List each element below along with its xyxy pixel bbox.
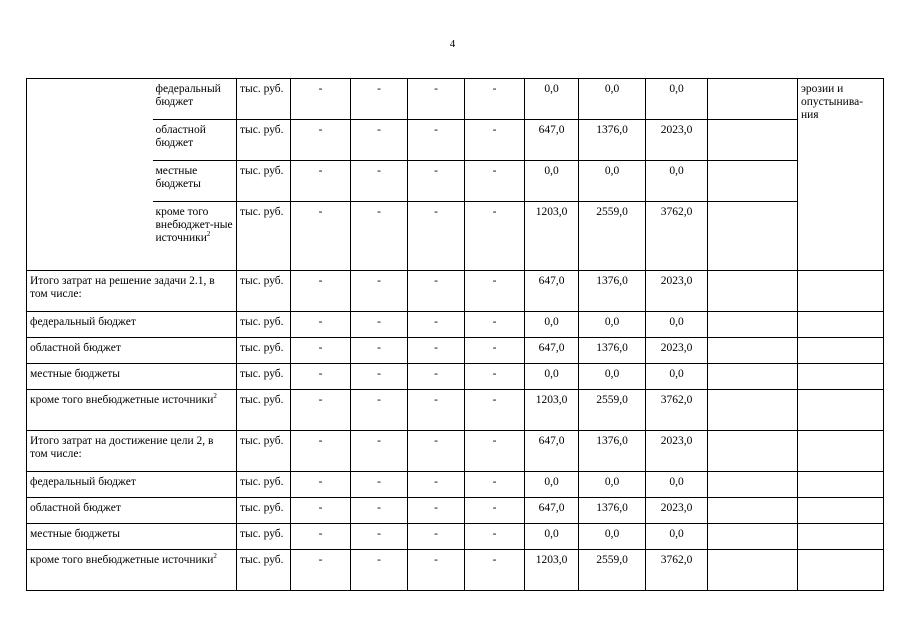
dash-cell: - — [465, 271, 525, 312]
value-cell: 647,0 — [525, 338, 579, 364]
dash-cell: - — [465, 79, 525, 120]
table-row — [27, 79, 884, 120]
table-row — [27, 524, 884, 550]
row-label-text: федеральный бюджет — [30, 476, 136, 488]
empty-cell — [708, 120, 798, 161]
value-cell: 0,0 — [646, 472, 708, 498]
unit-cell: тыс. руб. — [237, 550, 291, 591]
empty-cell — [798, 364, 884, 390]
row-label-text: кроме того внебюджетные источники — [30, 394, 214, 406]
row-label — [27, 524, 237, 550]
budget-table — [26, 78, 884, 591]
dash-cell: - — [351, 338, 408, 364]
unit-cell: тыс. руб. — [237, 161, 291, 202]
dash-cell: - — [408, 120, 465, 161]
value-cell: 0,0 — [579, 312, 646, 338]
value-cell: 0,0 — [525, 364, 579, 390]
value-cell: 0,0 — [525, 472, 579, 498]
dash-cell: - — [351, 431, 408, 472]
dash-cell: - — [351, 364, 408, 390]
dash-cell: - — [408, 79, 465, 120]
value-cell: 2023,0 — [646, 120, 708, 161]
row-label-text: Итого затрат на достижение цели 2, в том числе: — [30, 435, 214, 460]
row-label-text: Итого затрат на решение задачи 2.1, в том числе: — [30, 275, 215, 300]
dash-cell: - — [351, 271, 408, 312]
footnote-mark: 2 — [213, 552, 217, 561]
dash-cell: - — [291, 338, 351, 364]
empty-cell — [798, 390, 884, 431]
dash-cell: - — [408, 271, 465, 312]
dash-cell: - — [291, 312, 351, 338]
dash-cell: - — [351, 312, 408, 338]
value-cell: 0,0 — [579, 472, 646, 498]
row-label-text: областной бюджет — [30, 342, 121, 354]
value-cell: 1203,0 — [525, 550, 579, 591]
unit-cell: тыс. руб. — [237, 79, 291, 120]
dash-cell: - — [351, 79, 408, 120]
value-cell: 0,0 — [579, 524, 646, 550]
value-cell: 2023,0 — [646, 498, 708, 524]
dash-cell: - — [291, 271, 351, 312]
empty-cell — [708, 550, 798, 591]
dash-cell: - — [291, 550, 351, 591]
dash-cell: - — [291, 431, 351, 472]
value-cell: 3762,0 — [646, 202, 708, 271]
value-cell: 1376,0 — [579, 338, 646, 364]
value-cell: 647,0 — [525, 120, 579, 161]
row-label — [27, 312, 237, 338]
value-cell: 0,0 — [525, 524, 579, 550]
empty-cell — [708, 202, 798, 271]
unit-cell: тыс. руб. — [237, 312, 291, 338]
dash-cell: - — [465, 498, 525, 524]
dash-cell: - — [408, 472, 465, 498]
row-label — [27, 271, 237, 312]
value-cell: 1203,0 — [525, 202, 579, 271]
table-row — [27, 550, 884, 591]
dash-cell: - — [408, 431, 465, 472]
dash-cell: - — [408, 364, 465, 390]
dash-cell: - — [351, 524, 408, 550]
page-number: 4 — [449, 38, 456, 50]
empty-cell — [708, 364, 798, 390]
empty-cell — [708, 338, 798, 364]
dash-cell: - — [465, 472, 525, 498]
unit-cell: тыс. руб. — [237, 390, 291, 431]
row-label-text: федеральный бюджет — [155, 83, 221, 108]
empty-cell — [708, 390, 798, 431]
value-cell: 2023,0 — [646, 271, 708, 312]
empty-cell — [27, 79, 153, 271]
row-label-text: федеральный бюджет — [30, 316, 136, 328]
dash-cell: - — [291, 79, 351, 120]
value-cell: 0,0 — [646, 79, 708, 120]
value-cell: 1376,0 — [579, 431, 646, 472]
row-label — [27, 431, 237, 472]
footnote-mark: 2 — [206, 230, 211, 239]
dash-cell: - — [465, 364, 525, 390]
value-cell: 2023,0 — [646, 338, 708, 364]
table-row — [27, 364, 884, 390]
row-label — [27, 338, 237, 364]
dash-cell: - — [291, 498, 351, 524]
dash-cell: - — [351, 390, 408, 431]
unit-cell: тыс. руб. — [237, 338, 291, 364]
unit-cell: тыс. руб. — [237, 431, 291, 472]
value-cell: 0,0 — [646, 524, 708, 550]
unit-cell: тыс. руб. — [237, 202, 291, 271]
value-cell: 0,0 — [579, 161, 646, 202]
dash-cell: - — [465, 161, 525, 202]
dash-cell: - — [351, 550, 408, 591]
value-cell: 0,0 — [525, 312, 579, 338]
row-label-text: местные бюджеты — [155, 165, 201, 190]
empty-cell — [708, 524, 798, 550]
dash-cell: - — [291, 120, 351, 161]
dash-cell: - — [408, 498, 465, 524]
dash-cell: - — [351, 472, 408, 498]
dash-cell: - — [351, 120, 408, 161]
dash-cell: - — [408, 390, 465, 431]
value-cell: 0,0 — [579, 79, 646, 120]
empty-cell — [708, 271, 798, 312]
dash-cell: - — [408, 202, 465, 271]
empty-cell — [708, 431, 798, 472]
table-row — [27, 472, 884, 498]
dash-cell: - — [465, 312, 525, 338]
dash-cell: - — [408, 161, 465, 202]
empty-cell — [798, 431, 884, 472]
dash-cell: - — [408, 312, 465, 338]
row-label — [27, 472, 237, 498]
value-cell: 1376,0 — [579, 120, 646, 161]
empty-cell — [708, 79, 798, 120]
value-cell: 1376,0 — [579, 271, 646, 312]
empty-cell — [708, 312, 798, 338]
empty-cell — [708, 161, 798, 202]
value-cell: 2559,0 — [579, 550, 646, 591]
empty-cell — [798, 312, 884, 338]
row-label — [27, 364, 237, 390]
row-label-text: местные бюджеты — [30, 368, 121, 380]
row-label — [153, 202, 237, 271]
empty-cell — [798, 550, 884, 591]
row-label — [27, 498, 237, 524]
value-cell: 2559,0 — [579, 390, 646, 431]
footnote-mark: 2 — [213, 392, 217, 401]
row-label-text: местные бюджеты — [30, 528, 121, 540]
dash-cell: - — [351, 498, 408, 524]
dash-cell: - — [465, 550, 525, 591]
dash-cell: - — [408, 338, 465, 364]
value-cell: 647,0 — [525, 431, 579, 472]
row-label — [153, 120, 237, 161]
table-row — [27, 498, 884, 524]
value-cell: 3762,0 — [646, 550, 708, 591]
dash-cell: - — [291, 161, 351, 202]
empty-cell — [798, 472, 884, 498]
dash-cell: - — [465, 338, 525, 364]
side-note: эрозии и опустынива-ния — [798, 79, 884, 271]
dash-cell: - — [351, 161, 408, 202]
table-row — [27, 312, 884, 338]
row-label-text: кроме того внебюджет-ные источники — [155, 206, 233, 244]
dash-cell: - — [465, 431, 525, 472]
unit-cell: тыс. руб. — [237, 271, 291, 312]
dash-cell: - — [465, 390, 525, 431]
empty-cell — [798, 271, 884, 312]
value-cell: 0,0 — [579, 364, 646, 390]
value-cell: 1376,0 — [579, 498, 646, 524]
row-label — [27, 550, 237, 591]
row-label-text: областной бюджет — [155, 124, 206, 149]
unit-cell: тыс. руб. — [237, 472, 291, 498]
unit-cell: тыс. руб. — [237, 498, 291, 524]
value-cell: 2023,0 — [646, 431, 708, 472]
value-cell: 0,0 — [646, 161, 708, 202]
row-label — [27, 390, 237, 431]
value-cell: 3762,0 — [646, 390, 708, 431]
value-cell: 1203,0 — [525, 390, 579, 431]
row-label-text: областной бюджет — [30, 502, 121, 514]
dash-cell: - — [291, 524, 351, 550]
empty-cell — [798, 524, 884, 550]
value-cell: 2559,0 — [579, 202, 646, 271]
dash-cell: - — [291, 390, 351, 431]
table-row — [27, 390, 884, 431]
empty-cell — [798, 338, 884, 364]
dash-cell: - — [291, 364, 351, 390]
dash-cell: - — [291, 472, 351, 498]
table-row — [27, 120, 884, 161]
dash-cell: - — [465, 524, 525, 550]
value-cell: 0,0 — [646, 312, 708, 338]
dash-cell: - — [351, 202, 408, 271]
value-cell: 647,0 — [525, 271, 579, 312]
empty-cell — [798, 498, 884, 524]
value-cell: 0,0 — [646, 364, 708, 390]
table-row — [27, 202, 884, 271]
row-label-text: кроме того внебюджетные источники — [30, 554, 214, 566]
total-row — [27, 271, 884, 312]
table-row — [27, 161, 884, 202]
unit-cell: тыс. руб. — [237, 120, 291, 161]
value-cell: 647,0 — [525, 498, 579, 524]
unit-cell: тыс. руб. — [237, 524, 291, 550]
empty-cell — [708, 472, 798, 498]
dash-cell: - — [465, 202, 525, 271]
table-row — [27, 338, 884, 364]
dash-cell: - — [408, 524, 465, 550]
dash-cell: - — [408, 550, 465, 591]
value-cell: 0,0 — [525, 161, 579, 202]
row-label — [153, 79, 237, 120]
row-label — [153, 161, 237, 202]
dash-cell: - — [291, 202, 351, 271]
total-row — [27, 431, 884, 472]
value-cell: 0,0 — [525, 79, 579, 120]
unit-cell: тыс. руб. — [237, 364, 291, 390]
dash-cell: - — [465, 120, 525, 161]
empty-cell — [708, 498, 798, 524]
